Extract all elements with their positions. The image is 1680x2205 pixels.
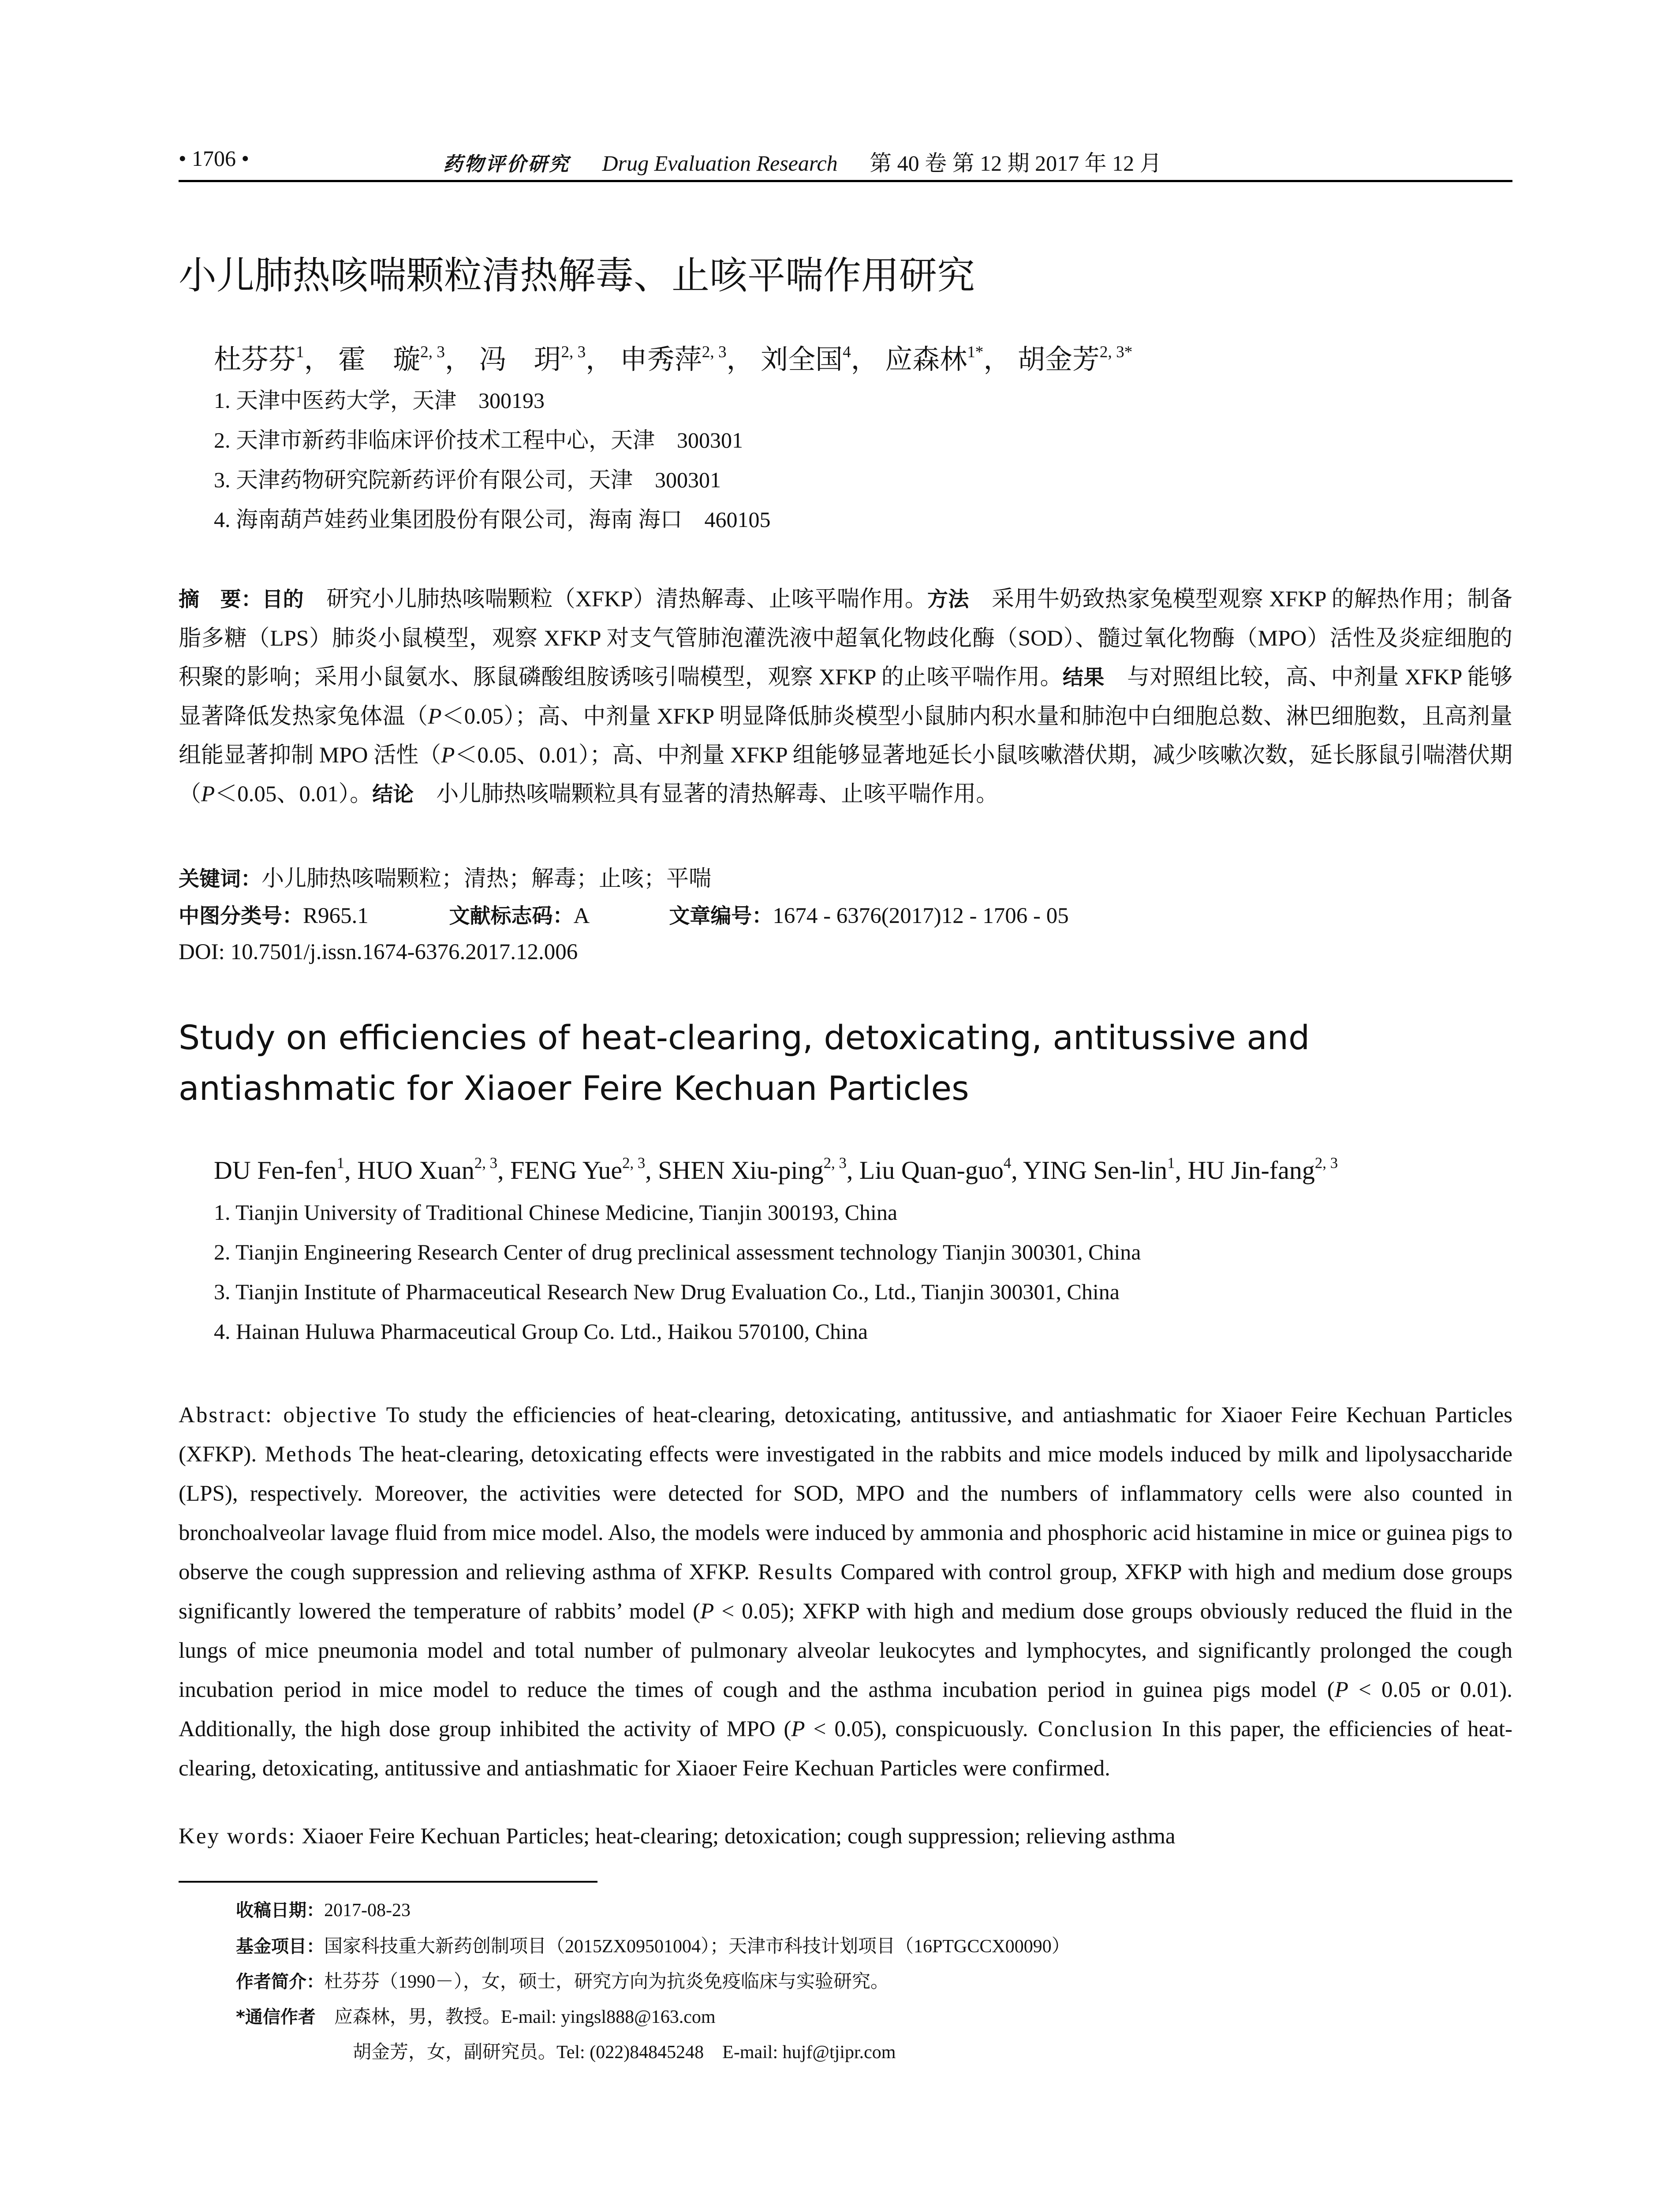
authors-cn xyxy=(214,337,1132,377)
journal-name-cn: 药物评价研究 xyxy=(443,153,570,175)
journal-line xyxy=(443,146,1162,177)
abstract-en: Abstract: objective To study the efficiencies of heat-clearing, detoxicating, antitussive, and antiashmatic for Xiaoer Feire Kechuan Particles (XFKP). Methods The heat-clearing, detoxicating effects were investigated in the rabbits and mice models induced by milk and lipolysaccharide (LPS), respectively. Moreover, the activities were detected for SOD, MPO and the numbers of inflammatory cells were also counted in bronchoalveolar lavage fluid from mice model. Also, the models were induced by ammonia and phosphoric acid histamine in mice or guinea pigs to observe the cough suppression and relieving asthma of XFKP. Results Compared with control group, XFKP with high and medium dose groups significantly lowered the temperature of rabbits’ model (P < 0.05); XFKP with high and medium dose groups obviously reduced the fluid in the lungs of mice pneumonia model and total number of pulmonary alveolar leukocytes and lymphocytes, and significantly prolonged the cough incubation period in mice model to reduce the times of cough and the asthma incubation period in guinea pigs model (P < 0.05 or 0.01). Additionally, the high dose group inhibited the activity of MPO (P < 0.05), conspicuously. Conclusion In this paper, the efficiencies of heat-clearing, detoxicating, antitussive and antiashmatic for Xiaoer Feire Kechuan Particles were confirmed. xyxy=(179,1403,1513,1781)
objective-label: 目的 xyxy=(262,587,304,612)
affiliation-cn: 3. 天津药物研究院新药评价有限公司，天津 300301 xyxy=(214,467,721,492)
keywords-cn: 关键词：小儿肺热咳喘颗粒；清热；解毒；止咳；平喘 xyxy=(179,867,712,891)
author-en: HU Jin-fang$^{2, 3}$ xyxy=(1187,1154,1338,1185)
affiliation-cn: 4. 海南葫芦娃药业集团股份有限公司，海南 海口 460105 xyxy=(214,507,771,532)
author-cn: 冯 玥$^{2, 3}$， xyxy=(479,343,613,375)
affiliations-cn xyxy=(214,383,771,542)
affiliations-en xyxy=(214,1200,1141,1358)
affiliation-en: 4. Hainan Huluwa Pharmaceutical Group Co. Ltd., Haikou 570100, China xyxy=(214,1319,868,1344)
author-cn: 申秀萍$^{2, 3}$， xyxy=(620,343,754,375)
fund-info: 基金项目：国家科技重大新药创制项目（2015ZX09501004）；天津市科技计划项目（16PTGCCX00090） xyxy=(236,1936,1070,1957)
issue-info: 第 40 卷 第 12 期 2017 年 12 月 xyxy=(870,151,1162,176)
footnotes xyxy=(236,1896,1070,2073)
title-cn: 小儿肺热咳喘颗粒清热解毒、止咳平喘作用研究 xyxy=(179,254,975,298)
author-bio: 作者简介：杜芬芬（1990－），女，硕士，研究方向为抗炎免疫临床与实验研究。 xyxy=(236,1972,889,1992)
keywords-en: Key words: Xiaoer Feire Kechuan Particles; heat-clearing; detoxication; cough suppression; relieving asthma xyxy=(179,1824,1176,1849)
affiliation-en: 1. Tianjin University of Traditional Chinese Medicine, Tianjin 300193, China xyxy=(214,1200,898,1225)
page-number: • 1706 • xyxy=(179,146,250,171)
doi: DOI: 10.7501/j.issn.1674-6376.2017.12.006 xyxy=(179,940,578,964)
footnote-divider xyxy=(179,1881,597,1883)
author-en: DU Fen-fen$^1$, xyxy=(214,1154,358,1185)
affiliation-cn: 2. 天津市新药非临床评价技术工程中心，天津 300301 xyxy=(214,428,743,452)
classification-line: 中图分类号：R965.1 文献标志码：A 文章编号：1674 - 6376(2017)12 - 1706 - 05 xyxy=(179,904,1069,928)
author-en: HUO Xuan$^{2, 3}$, xyxy=(357,1154,511,1185)
running-header xyxy=(179,140,1512,182)
journal-name-en: Drug Evaluation Research xyxy=(602,151,838,176)
conclusion-label: 结论 xyxy=(372,782,414,807)
title-en: Study on efficiencies of heat-clearing, detoxicating, antitussive and antiashmatic for Xiaoer Feire Kechuan Particles xyxy=(179,1018,1310,1108)
abstract-label: 摘 要： xyxy=(179,587,262,612)
authors-en xyxy=(214,1155,1338,1185)
received-date: 收稿日期：2017-08-23 xyxy=(236,1900,411,1921)
author-en: YING Sen-lin$^1$, xyxy=(1023,1154,1188,1185)
author-cn: 应森林$^{1*}$， xyxy=(885,343,1011,375)
method-label: 方法 xyxy=(927,587,969,612)
author-en: FENG Yue$^{2, 3}$, xyxy=(510,1154,658,1185)
author-cn: 杜芬芬$^1$， xyxy=(214,343,332,375)
abstract-cn: 摘 要：目的 研究小儿肺热咳喘颗粒（XFKP）清热解毒、止咳平喘作用。方法 采用牛奶致热家兔模型观察 XFKP 的解热作用；制备脂多糖（LPS）肺炎小鼠模型，观察 XFKP 对支气管肺泡灌洗液中超氧化物歧化酶（SOD）、髓过氧化物酶（MPO）活性及炎症细胞的积聚的影响；采用小鼠氨水、豚鼠磷酸组胺诱咳引喘模型，观察 XFKP 的止咳平喘作用。结果 与对照组比较，高、中剂量 XFKP 能够显著降低发热家兔体温（P＜0.05）；高、中剂量 XFKP 明显降低肺炎模型小鼠肺内积水量和肺泡中白细胞总数、淋巴细胞数，且高剂量组能显著抑制 MPO 活性（P＜0.05、0.01）；高、中剂量 XFKP 组能够显著地延长小鼠咳嗽潜伏期，减少咳嗽次数，延长豚鼠引喘潜伏期（P＜0.05、0.01）。结论 小儿肺热咳喘颗粒具有显著的清热解毒、止咳平喘作用。 xyxy=(179,587,1513,807)
affiliation-en: 3. Tianjin Institute of Pharmaceutical Research New Drug Evaluation Co., Ltd., Tianjin 300301, China xyxy=(214,1279,1120,1304)
author-cn: 霍 璇$^{2, 3}$， xyxy=(338,343,472,375)
abstract-en-label: Abstract: objective xyxy=(179,1403,378,1428)
author-en: Liu Quan-guo$^4$, xyxy=(859,1154,1023,1185)
author-cn: 胡金芳$^{2, 3*}$ xyxy=(1017,343,1133,375)
corresponding-author: *通信作者 应森林，男，教授。E-mail: yingsl888@163.com xyxy=(236,2007,716,2027)
corresponding-author-2: 胡金芳，女，副研究员。Tel: (022)84845248 E-mail: hujf@tjipr.com xyxy=(353,2042,896,2063)
author-en: SHEN Xiu-ping$^{2, 3}$, xyxy=(658,1154,859,1185)
affiliation-cn: 1. 天津中医药大学，天津 300193 xyxy=(214,388,545,413)
result-label: 结果 xyxy=(1062,665,1105,690)
author-cn: 刘全国$^4$， xyxy=(761,343,878,375)
affiliation-en: 2. Tianjin Engineering Research Center of drug preclinical assessment technology Tianjin 300301, China xyxy=(214,1240,1141,1264)
